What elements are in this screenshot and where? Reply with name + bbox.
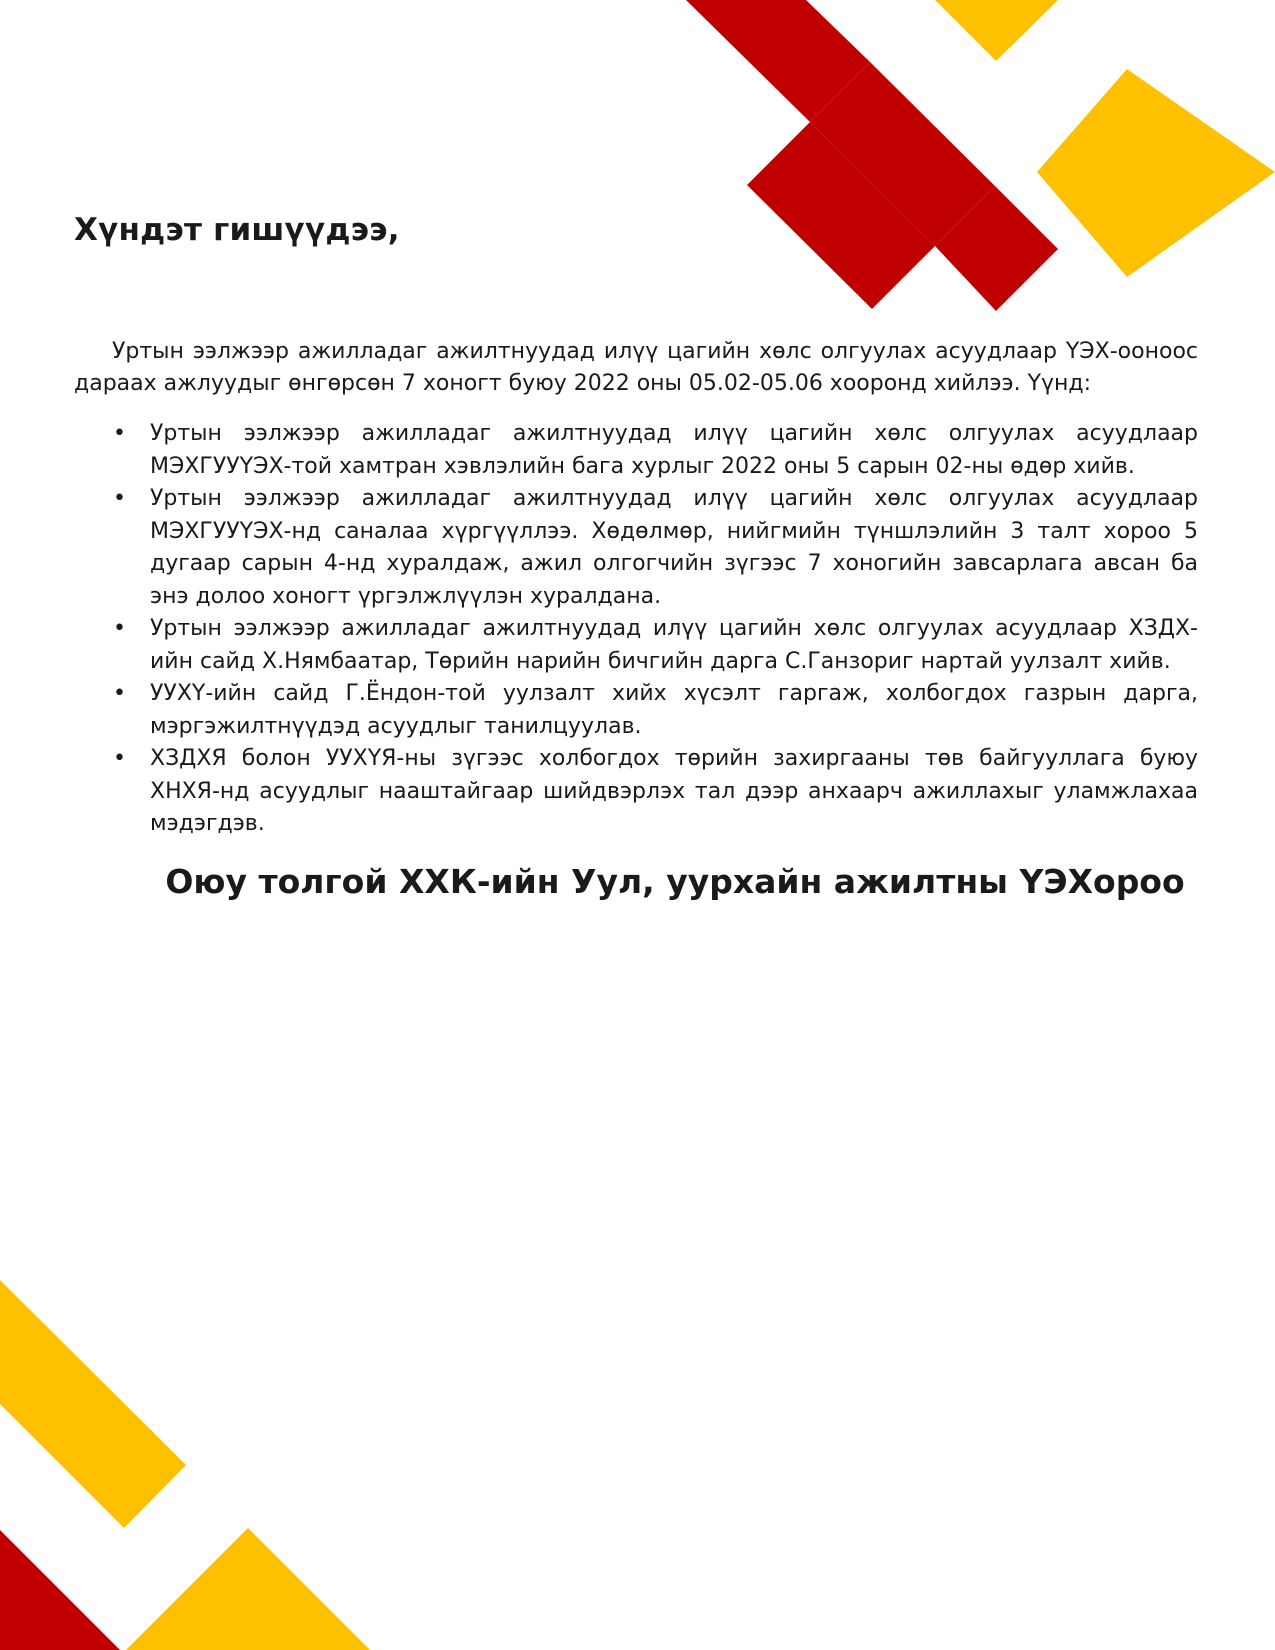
top-red-small-square xyxy=(935,186,1058,311)
bullet-icon: • xyxy=(113,486,126,511)
list-item xyxy=(74,678,1198,743)
list-item-text: УУХҮ-ийн сайд Г.Ёндон-той уулзалт хийх хүсэлт гаргаж, холбогдох газрын дарга, мэргэжилтнүүдэд асуудлыг танилцуулав. xyxy=(150,681,1198,739)
top-yellow-triangle xyxy=(935,0,1058,61)
list-item xyxy=(74,483,1198,613)
greeting-heading: Хүндэт гишүүдээ, xyxy=(74,212,400,248)
bullet-icon: • xyxy=(113,616,126,641)
bullet-icon: • xyxy=(113,746,126,771)
intro-paragraph: Уртын ээлжээр ажилладаг ажилтнуудад илүү цагийн хөлс олгуулах асуудлаар ҮЭХ-ооноос дараах ажлуудыг өнгөрсөн 7 хоногт буюу 2022 оны 05.02-05.06 хооронд хийлээ. Үүнд: xyxy=(74,339,1198,396)
bullet-icon: • xyxy=(113,421,126,446)
list-item-text: Уртын ээлжээр ажилладаг ажилтнуудад илүү цагийн хөлс олгуулах асуудлаар ХЗДХ-ийн сайд Х.Нямбаатар, Төрийн нарийн бичгийн дарга С.Ганзориг нартай уулзалт хийв. xyxy=(150,616,1198,674)
bullet-icon: • xyxy=(113,681,126,706)
signature-heading: Оюу толгой ХХК-ийн Уул, уурхайн ажилтны ҮЭХороо xyxy=(165,862,1185,901)
list-item-text: Уртын ээлжээр ажилладаг ажилтнуудад илүү цагийн хөлс олгуулах асуудлаар МЭХГУУҮЭХ-той хамтран хэвлэлийн бага хурлыг 2022 оны 5 сарын 02-ны өдөр хийв. xyxy=(150,421,1198,479)
list-item-text: ХЗДХЯ болон УУХҮЯ-ны зүгээс холбогдох төрийн захиргааны төв байгууллага буюу ХНХЯ-нд асуудлыг нааштайгаар шийдвэрлэх тал дээр анхаарч ажиллахыг уламжлахаа мэдэгдэв. xyxy=(150,746,1198,836)
list-item xyxy=(74,613,1198,678)
actions-list xyxy=(74,418,1198,841)
list-item-text: Уртын ээлжээр ажилладаг ажилтнуудад илүү цагийн хөлс олгуулах асуудлаар МЭХГУУҮЭХ-нд саналаа хүргүүллээ. Хөдөлмөр, нийгмийн түншлэлийн 3 талт хороо 5 дугаар сарын 4-нд хуралдаж, ажил олгогчийн зүгээс 7 хоногийн завсарлага авсан ба энэ долоо хоногт үргэлжлүүлэн хуралдана. xyxy=(150,486,1198,609)
bottom-yellow-band xyxy=(0,1280,186,1528)
bottom-red-triangle xyxy=(0,1530,120,1650)
list-item xyxy=(74,418,1198,483)
bottom-yellow-triangle xyxy=(126,1528,370,1650)
top-yellow-diamond xyxy=(1037,69,1275,277)
top-red-diamond xyxy=(810,62,995,246)
top-red-band-upper xyxy=(686,0,870,122)
list-item xyxy=(74,743,1198,841)
top-red-band-lower xyxy=(747,122,935,309)
